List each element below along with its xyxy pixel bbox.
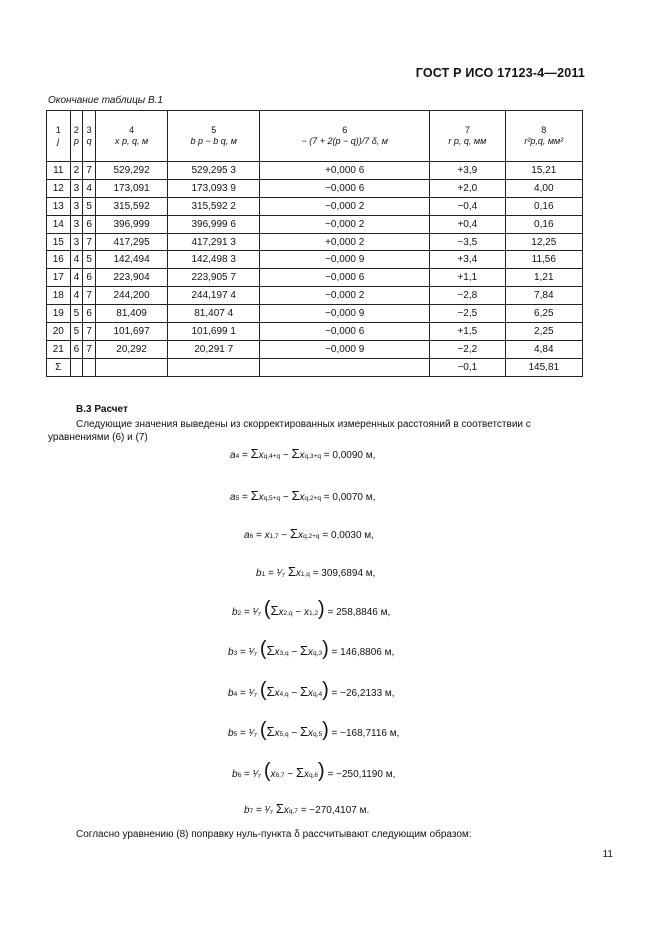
table-cell: −0,000 2 [260, 287, 430, 305]
header-col-5 [168, 111, 260, 162]
header-col-3 [83, 111, 96, 162]
table-cell: 417,291 3 [168, 233, 260, 251]
header-label: x p, q, м [114, 136, 149, 146]
header-num: 2 [73, 125, 79, 135]
result-a5: = 0,0070 м, [323, 492, 376, 503]
table-cell: 0,16 [505, 197, 582, 215]
table-cell: 7 [83, 323, 96, 341]
header-label: j [57, 136, 60, 146]
total-cell: Σ [47, 358, 71, 376]
table-cell: 19 [47, 305, 71, 323]
document-header: ГОСТ Р ИСО 17123-4—2011 [415, 66, 585, 80]
total-cell [260, 358, 430, 376]
table-cell: +0,000 2 [260, 233, 430, 251]
total-cell [168, 358, 260, 376]
total-cell: −0,1 [430, 358, 505, 376]
table-cell: 4 [83, 179, 96, 197]
table-row [47, 179, 583, 197]
header-num: 8 [541, 125, 547, 135]
table-row [47, 340, 583, 358]
table-row [47, 233, 583, 251]
table-cell: 2 [70, 162, 83, 180]
table-cell: −0,000 2 [260, 197, 430, 215]
table-cell: −0,000 2 [260, 215, 430, 233]
result-a6: = 0,0030 м, [322, 530, 374, 541]
table-cell: 315,592 2 [168, 197, 260, 215]
header-num: 3 [86, 125, 92, 135]
table-cell: 1,21 [505, 269, 582, 287]
result-a4: = 0,0090 м, [323, 450, 376, 461]
table-cell: +1,5 [430, 323, 505, 341]
table-cell: 4 [70, 287, 83, 305]
table-cell: 12 [47, 179, 71, 197]
table-cell: 15,21 [505, 162, 582, 180]
table-cell: −2,8 [430, 287, 505, 305]
table-cell: 4,84 [505, 340, 582, 358]
table-row [47, 162, 583, 180]
table-cell: 4 [70, 269, 83, 287]
table-cell: 6 [83, 215, 96, 233]
table-row [47, 323, 583, 341]
table-cell: 0,16 [505, 215, 582, 233]
table-cell: 3 [70, 179, 83, 197]
table-cell: 14 [47, 215, 71, 233]
table-cell: 244,200 [96, 287, 168, 305]
table-cell: −0,000 6 [260, 269, 430, 287]
table-cell: +0,000 6 [260, 162, 430, 180]
table-cell: −0,000 9 [260, 340, 430, 358]
table-cell: 11 [47, 162, 71, 180]
total-cell [70, 358, 83, 376]
formula-b2: b2 = ¹⁄₇ (Σx2,q − x1,2) = 258,8846 м, [232, 598, 391, 620]
result-b7: = −270,4107 м. [300, 805, 370, 816]
formula-b4: b4 = ¹⁄₇ (Σx4,q − Σxq,4) = −26,2133 м, [228, 679, 395, 701]
table-cell: 7 [83, 162, 96, 180]
intro-paragraph: Следующие значения выведены из скорректированных измеренных расстояний в соответствии с уравнениями (6) и (7) [48, 419, 531, 443]
table-cell: 417,295 [96, 233, 168, 251]
formula-a4: a4 = Σxq,4+q − Σxq,3+q = 0,0090 м, [230, 446, 376, 461]
table-cell: 12,25 [505, 233, 582, 251]
header-label: p [73, 136, 79, 146]
result-b2: = 258,8846 м, [327, 607, 391, 618]
table-cell: 3 [70, 197, 83, 215]
table-cell: 223,904 [96, 269, 168, 287]
table-caption: Окончание таблицы В.1 [48, 95, 163, 106]
header-label: r²p,q, мм² [524, 136, 564, 146]
header-num: 4 [129, 125, 135, 135]
table-cell: 20,291 7 [168, 340, 260, 358]
table-row [47, 215, 583, 233]
total-row [47, 358, 583, 376]
table-cell: 16 [47, 251, 71, 269]
total-cell: 145,81 [505, 358, 582, 376]
header-col-7 [430, 111, 505, 162]
table-cell: −2,2 [430, 340, 505, 358]
header-col-2 [70, 111, 83, 162]
formula-b6: b6 = ¹⁄₇ (x6,7 − Σxq,6) = −250,1190 м, [232, 760, 396, 782]
table-cell: 11,56 [505, 251, 582, 269]
header-col-1 [47, 111, 71, 162]
table-row [47, 269, 583, 287]
table-cell: 6 [70, 340, 83, 358]
table-cell: 244,197 4 [168, 287, 260, 305]
table-cell: 6 [83, 305, 96, 323]
header-col-6 [260, 111, 430, 162]
table-cell: 529,295 3 [168, 162, 260, 180]
formula-b7: b7 = ¹⁄₇ Σxq,7 = −270,4107 м. [244, 801, 370, 816]
table-cell: 173,093 9 [168, 179, 260, 197]
header-label: b p − b q, м [190, 136, 237, 146]
table-row [47, 197, 583, 215]
header-num: 5 [211, 125, 217, 135]
formula-b3: b3 = ¹⁄₇ (Σx3,q − Σxq,3) = 146,8806 м, [228, 638, 395, 660]
formula-a5: a5 = Σxq,5+q − Σxq,2+q = 0,0070 м, [230, 488, 376, 503]
table-cell: 529,292 [96, 162, 168, 180]
table-cell: 81,407 4 [168, 305, 260, 323]
table-cell: 142,494 [96, 251, 168, 269]
table-cell: +3,4 [430, 251, 505, 269]
table-cell: 173,091 [96, 179, 168, 197]
table-cell: −0,000 6 [260, 179, 430, 197]
formula-b5: b5 = ¹⁄₇ (Σx5,q − Σxq,5) = −168,7116 м, [228, 719, 400, 741]
result-b3: = 146,8806 м, [331, 647, 395, 658]
table-cell: 21 [47, 340, 71, 358]
table-cell: 5 [70, 323, 83, 341]
result-b5: = −168,7116 м, [331, 728, 400, 739]
header-label: − (7 + 2(p − q))/7 δ, м [301, 136, 388, 146]
table-cell: 4 [70, 251, 83, 269]
table-cell: 396,999 6 [168, 215, 260, 233]
table-cell: 20,292 [96, 340, 168, 358]
table-cell: 20 [47, 323, 71, 341]
table-cell: −3,5 [430, 233, 505, 251]
table-cell: 13 [47, 197, 71, 215]
header-label: q [86, 136, 92, 146]
formula-b1: b1 = ¹⁄₇ Σx1,q = 309,6894 м, [256, 564, 376, 579]
header-col-8 [505, 111, 582, 162]
table-cell: 7 [83, 233, 96, 251]
table-cell: 5 [83, 197, 96, 215]
table-cell: 142,498 3 [168, 251, 260, 269]
result-b6: = −250,1190 м, [327, 769, 396, 780]
table-cell: 6,25 [505, 305, 582, 323]
header-col-4 [96, 111, 168, 162]
table-cell: 5 [83, 251, 96, 269]
table-cell: 7,84 [505, 287, 582, 305]
table-cell: 396,999 [96, 215, 168, 233]
table-cell: −0,000 9 [260, 251, 430, 269]
table-cell: +0,4 [430, 215, 505, 233]
table-cell: −0,4 [430, 197, 505, 215]
result-b4: = −26,2133 м, [331, 688, 395, 699]
table-cell: 3 [70, 233, 83, 251]
formula-a6: a6 = x1,7 − Σxq,2+q = 0,0030 м, [244, 526, 374, 541]
table-header-row [47, 111, 583, 162]
total-cell [83, 358, 96, 376]
closing-sentence: Согласно уравнению (8) поправку нуль-пункта δ рассчитывают следующим образом: [76, 829, 472, 840]
section-title: В.3 Расчет [76, 404, 128, 415]
table-cell: 101,697 [96, 323, 168, 341]
table-cell: 18 [47, 287, 71, 305]
table-cell: 7 [83, 287, 96, 305]
table-cell: 15 [47, 233, 71, 251]
header-num: 1 [55, 125, 61, 135]
table-cell: +3,9 [430, 162, 505, 180]
table-cell: 5 [70, 305, 83, 323]
table-cell: 2,25 [505, 323, 582, 341]
table-row [47, 287, 583, 305]
result-b1: = 309,6894 м, [312, 568, 376, 579]
table-cell: 315,592 [96, 197, 168, 215]
table-cell: 223,905 7 [168, 269, 260, 287]
table-row [47, 251, 583, 269]
total-cell [96, 358, 168, 376]
table-row [47, 305, 583, 323]
table-cell: 101,699 1 [168, 323, 260, 341]
table-cell: 17 [47, 269, 71, 287]
data-table [46, 110, 583, 377]
table-cell: 7 [83, 340, 96, 358]
header-num: 7 [464, 125, 470, 135]
table-cell: 3 [70, 215, 83, 233]
table-cell: −0,000 9 [260, 305, 430, 323]
table-cell: −2,5 [430, 305, 505, 323]
header-label: r p, q, мм [448, 136, 487, 146]
table-cell: 6 [83, 269, 96, 287]
header-num: 6 [342, 125, 348, 135]
table-cell: +2,0 [430, 179, 505, 197]
table-cell: −0,000 6 [260, 323, 430, 341]
table-cell: +1,1 [430, 269, 505, 287]
page-number: 11 [602, 849, 613, 860]
table-cell: 81,409 [96, 305, 168, 323]
table-cell: 4,00 [505, 179, 582, 197]
